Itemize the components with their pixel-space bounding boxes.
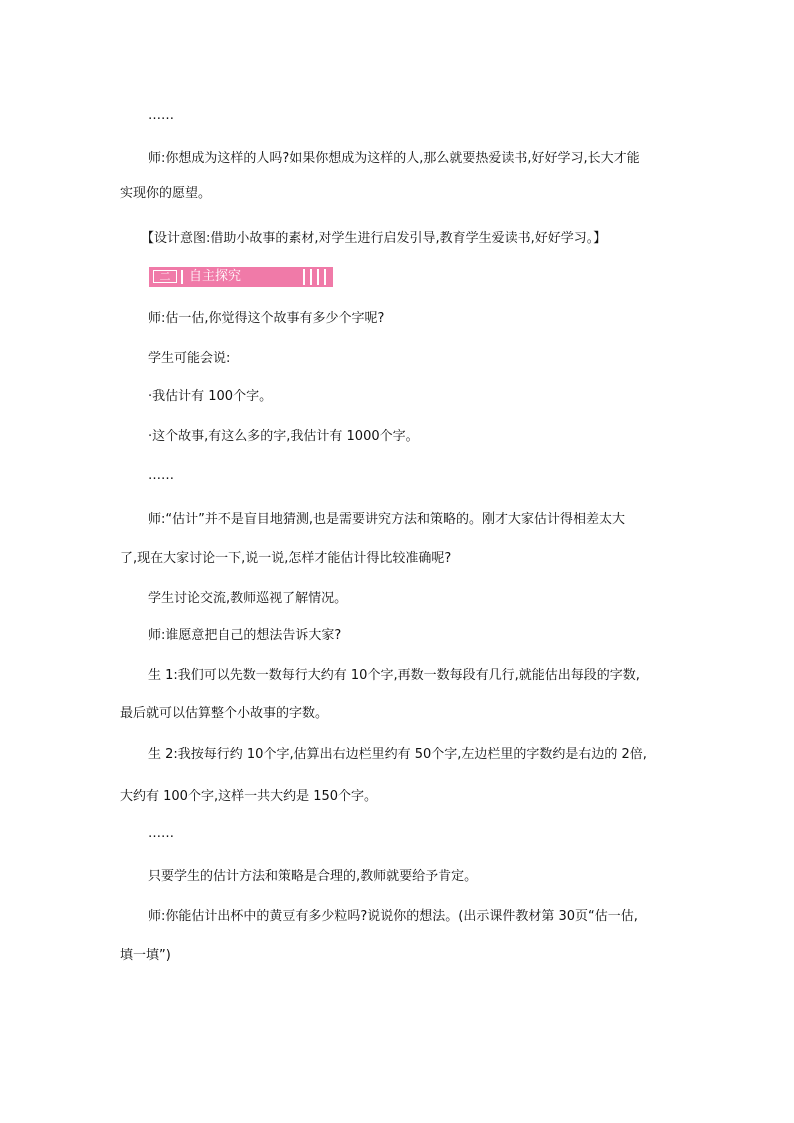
section-divider	[181, 270, 183, 284]
paragraph-line: 填一填”)	[120, 948, 171, 963]
paragraph-line: 学生讨论交流,教师巡视了解情况。	[148, 591, 348, 606]
paragraph-line: 了,现在大家讨论一下,说一说,怎样才能估计得比较准确呢?	[120, 551, 452, 566]
section-title: 自主探究	[189, 269, 242, 284]
paragraph-line: 师:谁愿意把自己的想法告诉大家?	[148, 628, 342, 643]
paragraph-line: 师:你想成为这样的人吗?如果你想成为这样的人,那么就要热爱读书,好好学习,长大才能	[148, 151, 640, 166]
section-number: 二	[153, 270, 177, 283]
paragraph-line: 只要学生的估计方法和策略是合理的,教师就要给予肯定。	[148, 869, 478, 884]
paragraph-line: 最后就可以估算整个小故事的字数。	[120, 706, 329, 721]
paragraph-line: 生 1:我们可以先数一数每行大约有 10个字,再数一数每段有几行,就能估出每段的字数,	[148, 668, 640, 683]
paragraph-line: 师:你能估计出杯中的黄豆有多少粒吗?说说你的想法。(出示课件教材第 30页“估一估,	[148, 909, 638, 924]
bullet-item: ·这个故事,有这么多的字,我估计有 1000个字。	[148, 429, 419, 444]
ellipsis-line: ……	[148, 468, 174, 483]
paragraph-line: 大约有 100个字,这样一共大约是 150个字。	[120, 789, 378, 804]
paragraph-line: 生 2:我按每行约 10个字,估算出右边栏里约有 50个字,左边栏里的字数约是右边的 2倍,	[148, 747, 647, 762]
section-stripes-decoration	[303, 269, 327, 285]
bullet-item: ·我估计有 100个字。	[148, 389, 273, 404]
paragraph-line: 师:估一估,你觉得这个故事有多少个字呢?	[148, 311, 385, 326]
ellipsis-line: ……	[148, 826, 174, 841]
paragraph-line: 学生可能会说:	[148, 351, 231, 366]
ellipsis-line: ……	[148, 108, 174, 123]
paragraph-line: 实现你的愿望。	[120, 186, 212, 201]
section-header-banner	[149, 267, 333, 287]
paragraph-line: 师:“估计”并不是盲目地猜测,也是需要讲究方法和策略的。刚才大家估计得相差太大	[148, 512, 625, 527]
design-intent-note: 【设计意图:借助小故事的素材,对学生进行启发引导,教育学生爱读书,好好学习。】	[141, 231, 607, 246]
